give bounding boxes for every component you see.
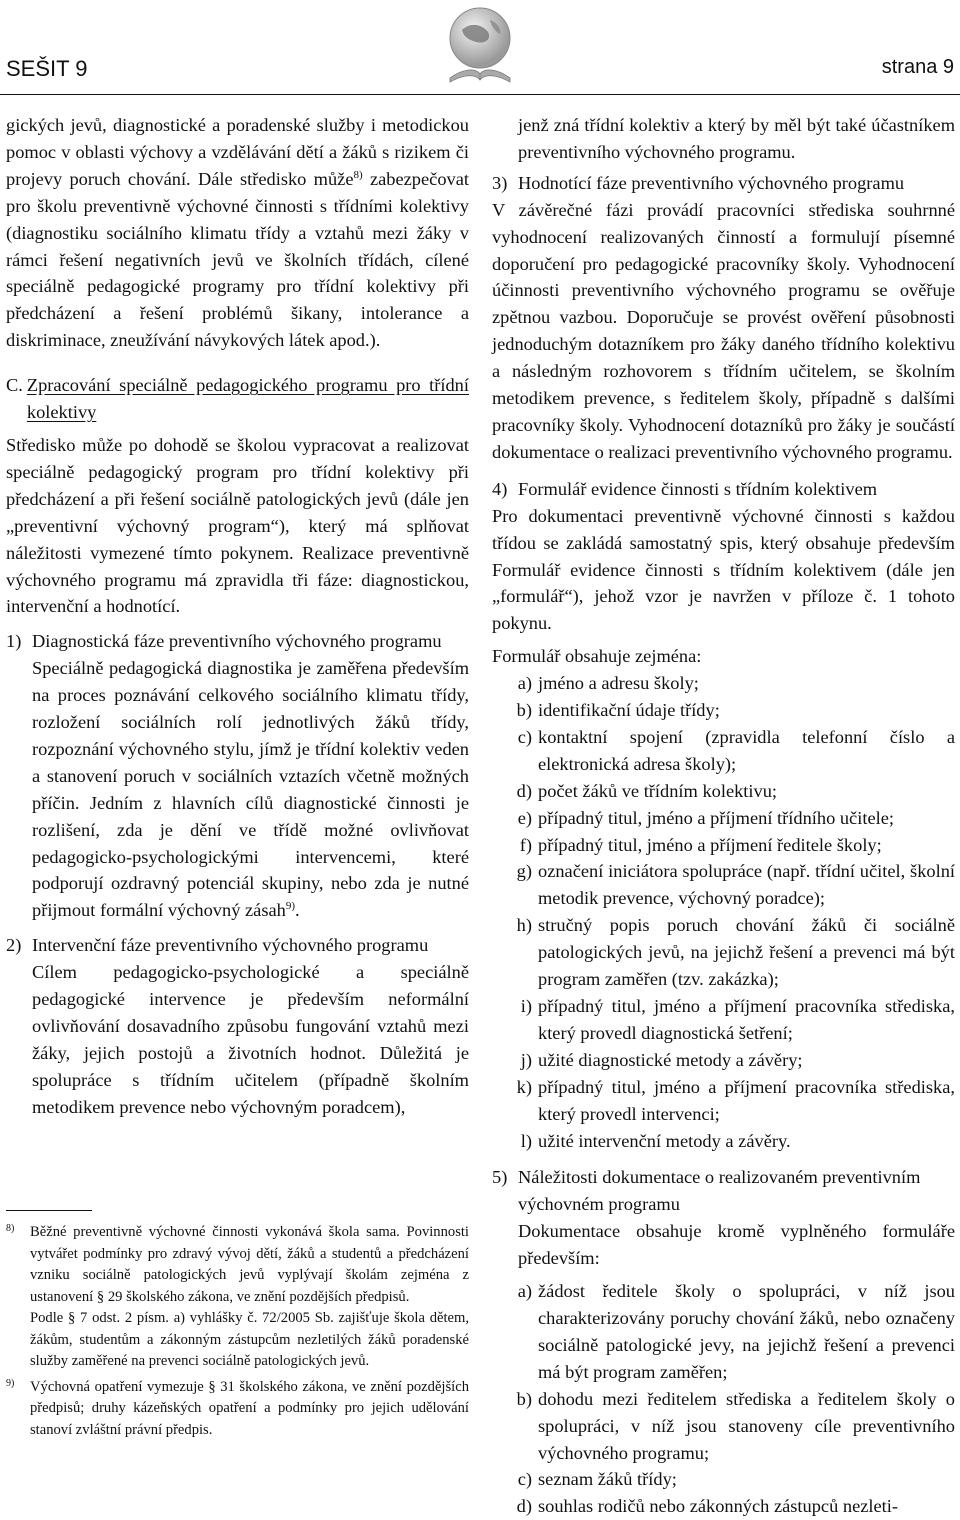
list-text: identifikační údaje třídy; — [538, 700, 720, 721]
footnote-body — [30, 1222, 469, 1373]
footnote-mark: 9) — [6, 1377, 15, 1389]
list-text: jméno a adresu školy; — [538, 673, 699, 694]
list-label: k) — [516, 1076, 532, 1097]
item-4-number: 4) — [492, 478, 508, 499]
list-label: d) — [516, 1496, 532, 1517]
phase-2-continuation: jenž zná třídní kolektiv a který by měl být také účastníkem preventivního výchovného programu. — [518, 115, 955, 162]
list-text: kontaktní spojení (zpravidla telefonní číslo a elektronická adresa školy); — [538, 726, 955, 774]
item-4-text: Pro dokumentaci preventivně výchovné činnosti s každou třídou se zakládá samostatný spis, který obsahuje především Formulář evidence činnosti s třídním kolektivem (dále jen „formulář“), jehož vzor je navržen v příloze č. 1 tohoto pokynu. — [492, 505, 955, 634]
list-item — [492, 724, 955, 778]
phase-1-text — [6, 655, 469, 924]
item-4-title: Formulář evidence činnosti s třídním kolektivem — [518, 478, 878, 499]
phase-3-text: V závěrečné fázi provádí pracovníci střediska souhrnné vyhodnocení realizovaných činností a formulují písemné doporučení pro pedagogické pracovníky školy. Vyhodnocení účinnosti preventivního výchovného programu se ověřuje zpětnou vazbou. Doporučuje se provést ověření působnosti jednoduchým dotazníkem pro žáky daného třídního kolektivu a následným rozhovorem s třídním učitelem, se školním metodikem prevence, s ředitelem školy, případně s dalšími pracovníky školy. Vyhodnocení dotazníků pro žáky je součástí dokumentace o realizaci preventivního výchovného programu. — [492, 199, 955, 462]
form-items-list — [492, 670, 955, 1154]
footnote-paragraph: Podle § 7 odst. 2 písm. a) vyhlášky č. 72/2005 Sb. zajišťuje škola dětem, žákům, studentům a zákonným zástupcům nezletilých žáků poradenské služby zaměřené na prevenci sociálně patologických jevů. — [30, 1310, 469, 1369]
phase-1-number: 1) — [6, 631, 22, 652]
item-5-heading — [492, 1164, 955, 1218]
footnote-rule — [6, 1210, 92, 1211]
section-title: Zpracování speciálně pedagogického programu pro třídní kolektivy — [26, 375, 469, 423]
list-item — [492, 1386, 955, 1467]
list-item — [492, 1074, 955, 1128]
list-label: i) — [520, 996, 532, 1016]
list-text: případný titul, jméno a příjmení ředitele školy; — [538, 834, 882, 855]
list-label: l) — [520, 1130, 532, 1151]
item-5-number: 5) — [492, 1167, 508, 1188]
intro-text-b: zabezpečovat pro školu preventivně výchovné činnosti s třídními kolektivy (diagnostiku sociálního klimatu třídy a vztahů mezi žáky v rámci řešení negativních jevů ve školních třídách, cílené speciálně pedagogické programy pro třídní kolektivy při předcházení a řešení problémů šikany, intolerance a diskriminace, zneužívání návykových látek apod.). — [6, 168, 469, 351]
list-item — [492, 670, 955, 697]
phase-2-title: Intervenční fáze preventivního výchovného programu — [32, 935, 429, 956]
footnotes — [6, 1222, 469, 1445]
phase-1-text-b: . — [295, 900, 300, 921]
phase-1-title: Diagnostická fáze preventivního výchovného programu — [32, 631, 442, 652]
list-label: b) — [516, 700, 532, 721]
footnote-paragraph: Výchovná opatření vymezuje § 31 školského zákona, ve znění pozdějších předpisů; druhy kázeňských opatření a podmínky pro jejich udělování stanoví zvláštní právní předpis. — [30, 1378, 469, 1438]
footnote-mark: 8) — [6, 1223, 15, 1234]
right-column — [492, 112, 955, 1520]
footnote-8 — [6, 1222, 469, 1373]
phase-2-text: Cílem pedagogicko-psychologické a speciálně pedagogické intervence je především neformální ovlivňování dosavadního způsobu fungování vztahů mezi žáky, jejich postojů a životních hodnot. Důležitá je spolupráce s třídním učitelem (případně školním metodikem prevence nebo výchovným poradcem), — [32, 962, 469, 1117]
list-text: stručný popis poruch chování žáků či sociálně patologických jevů, na jejichž řešení a prevenci má být program zaměřen (tzv. zakázka); — [538, 915, 955, 990]
list-label: g) — [516, 861, 532, 882]
list-text: žádost ředitele školy o spolupráci, v níž jsou charakterizovány poruchy chování žáků, nebo označeny sociálně patologické jevy, na jejichž řešení a prevenci má být program zaměřen; — [538, 1281, 955, 1382]
phase-3-title: Hodnotící fáze preventivního výchovného programu — [518, 172, 905, 193]
list-label: h) — [516, 915, 532, 936]
list-item — [492, 858, 955, 912]
list-text: souhlas rodičů nebo zákonných zástupců nezleti- — [538, 1496, 899, 1517]
phase-1-heading — [6, 628, 469, 655]
list-label: a) — [517, 673, 532, 694]
list-text: užité intervenční metody a závěry. — [538, 1130, 791, 1151]
section-c-heading — [6, 372, 469, 426]
phase-2-heading — [6, 932, 469, 959]
doc-items-list — [492, 1278, 955, 1520]
list-item — [492, 1128, 955, 1155]
left-column — [6, 112, 469, 1121]
footnote-body — [30, 1377, 469, 1442]
intro-text-a: gických jevů, diagnostické a poradenské služby i metodickou pomoc v oblasti výchovy a vzdělávání dětí a žáků s rizikem či projevy poruch chování. Dále středisko může — [6, 115, 469, 189]
footnote-9 — [6, 1377, 469, 1442]
list-text: označení iniciátora spolupráce (např. třídní učitel, školní metodik prevence, výchovný poradce); — [538, 861, 955, 909]
item-5-text: Dokumentace obsahuje kromě vyplněného formuláře především: — [518, 1221, 955, 1269]
globe-book-logo-icon — [430, 0, 530, 92]
item-5-title: Náležitosti dokumentace o realizovaném preventivním výchovném programu — [518, 1167, 921, 1215]
list-item — [492, 832, 955, 859]
list-item — [492, 1278, 955, 1386]
list-item — [492, 1466, 955, 1493]
section-c-paragraph: Středisko může po dohodě se školou vypracovat a realizovat speciálně pedagogický program pro třídní kolektivy při předcházení a při řešení sociálně patologických jevů (dále jen „preventivní výchovný program“), který má splňovat náležitosti vymezené tímto pokynem. Realizace preventivně výchovného programu má zpravidla tři fáze: diagnostickou, intervenční a hodnotící. — [6, 434, 469, 617]
list-label: j) — [520, 1049, 532, 1070]
list-item — [492, 993, 955, 1047]
list-text: případný titul, jméno a příjmení pracovníka střediska, který provedl intervenci; — [538, 1076, 955, 1124]
footnote-ref-8: 8) — [353, 168, 363, 181]
list-item — [492, 1047, 955, 1074]
footnote-paragraph: Běžné preventivně výchovné činnosti vykonává škola sama. Povinnosti vytvářet podmínky pro zdravý vývoj dětí, žáků a studentů a předcházení vzniku sociálně patologických jevů vyplývají školám zejména z ustanovení § 29 školského zákona, ve znění pozdějších předpisů. — [30, 1224, 469, 1305]
list-item — [492, 778, 955, 805]
intro-paragraph — [6, 112, 469, 354]
list-item — [492, 697, 955, 724]
list-item — [492, 1493, 955, 1520]
section-letter: C. — [6, 375, 23, 396]
list-item — [492, 912, 955, 993]
footnote-ref-9: 9) — [285, 900, 296, 913]
list-item — [492, 805, 955, 832]
list-text: případný titul, jméno a příjmení pracovníka střediska, který provedl diagnostická šetření; — [538, 996, 955, 1043]
list-text: užité diagnostické metody a závěry; — [538, 1049, 803, 1070]
form-intro: Formulář obsahuje zejména: — [492, 646, 702, 667]
phase-3-number: 3) — [492, 172, 508, 193]
list-text: případný titul, jméno a příjmení třídního učitele; — [538, 807, 894, 828]
phase-2-number: 2) — [6, 935, 22, 956]
issue-label: SEŠIT 9 — [6, 56, 88, 81]
list-label: c) — [517, 1469, 532, 1490]
header-rule — [0, 94, 960, 95]
phase-3-heading — [492, 170, 955, 197]
list-label: d) — [516, 780, 532, 801]
list-label: b) — [516, 1388, 532, 1409]
list-label: a) — [517, 1281, 532, 1302]
list-label: e) — [517, 807, 532, 828]
phase-1-text-a: Speciálně pedagogická diagnostika je zaměřena především na proces poznávání celkového sociálního klimatu třídy, rozložení sociálních rolí jednotlivých žáků třídy, rozpoznání výchovného stylu, jímž je třídní kolektiv veden a stanovení poruch v sociálních vztazích včetně možných příčin. Jedním z hlavních cílů diagnostické činnosti je rozlišení, zda je dění ve třídě možné ovlivňovat pedagogicko-psychologickými intervencemi, které podporují ozdravný potenciál skupiny, nebo zda je nutné přijmout formální výchovný zásah — [32, 658, 469, 921]
list-text: seznam žáků třídy; — [538, 1469, 677, 1490]
page-number-label: strana 9 — [881, 56, 954, 78]
list-text: dohodu mezi ředitelem střediska a ředitelem školy o spolupráci, v níž jsou stanoveny cíle preventivního výchovného programu; — [538, 1388, 955, 1463]
list-label: f) — [519, 834, 532, 855]
page-header — [0, 0, 960, 90]
list-text: počet žáků ve třídním kolektivu; — [538, 780, 778, 801]
item-4-heading — [492, 476, 955, 503]
list-label: c) — [517, 726, 532, 747]
